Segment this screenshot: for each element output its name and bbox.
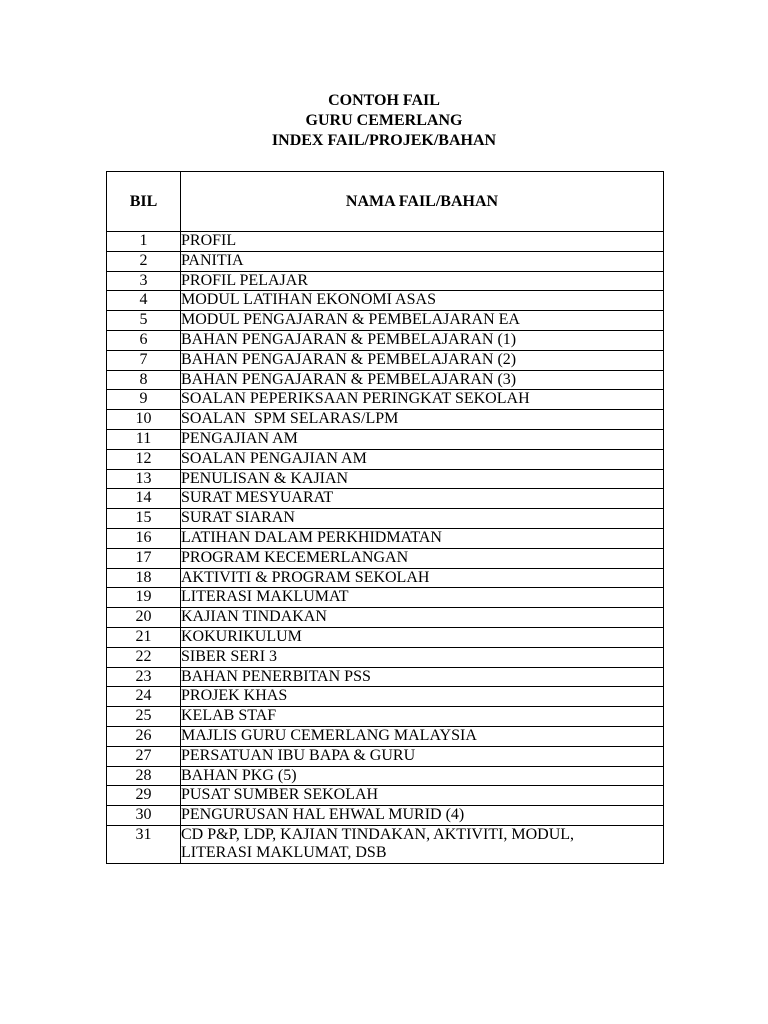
row-number: 27	[107, 746, 181, 766]
table-header-row	[107, 172, 664, 232]
row-number: 22	[107, 647, 181, 667]
table-row	[107, 489, 664, 509]
row-number: 6	[107, 330, 181, 350]
row-file-name: PENGAJIAN AM	[181, 429, 664, 449]
table-row	[107, 647, 664, 667]
table-row	[107, 548, 664, 568]
row-file-name: PENULISAN & KAJIAN	[181, 469, 664, 489]
row-file-name: LATIHAN DALAM PERKHIDMATAN	[181, 528, 664, 548]
table-row	[107, 588, 664, 608]
table-row	[107, 687, 664, 707]
table-row	[107, 707, 664, 727]
table-row	[107, 746, 664, 766]
table-row	[107, 627, 664, 647]
file-index-table	[106, 171, 664, 864]
row-number: 30	[107, 806, 181, 826]
table-row	[107, 825, 664, 863]
table-row	[107, 330, 664, 350]
table-row	[107, 251, 664, 271]
table-row	[107, 806, 664, 826]
table-row	[107, 350, 664, 370]
heading-line-2: GURU CEMERLANG	[305, 112, 463, 129]
row-file-name: PROFIL PELAJAR	[181, 271, 664, 291]
table-row	[107, 469, 664, 489]
table-row	[107, 429, 664, 449]
row-number: 13	[107, 469, 181, 489]
row-number: 24	[107, 687, 181, 707]
row-file-name: PUSAT SUMBER SEKOLAH	[181, 786, 664, 806]
row-file-name: SURAT SIARAN	[181, 509, 664, 529]
table-row	[107, 568, 664, 588]
row-file-name: PROGRAM KECEMERLANGAN	[181, 548, 664, 568]
row-file-name: SOALAN PENGAJIAN AM	[181, 449, 664, 469]
row-number: 26	[107, 726, 181, 746]
heading-line-1: CONTOH FAIL	[328, 92, 440, 109]
table-row	[107, 232, 664, 252]
row-number: 25	[107, 707, 181, 727]
row-number: 4	[107, 291, 181, 311]
row-number: 8	[107, 370, 181, 390]
row-file-name: PANITIA	[181, 251, 664, 271]
row-file-name: BAHAN PENGAJARAN & PEMBELAJARAN (3)	[181, 370, 664, 390]
row-number: 15	[107, 509, 181, 529]
table-row	[107, 509, 664, 529]
row-file-name: BAHAN PENGAJARAN & PEMBELAJARAN (2)	[181, 350, 664, 370]
table-row	[107, 449, 664, 469]
row-number: 9	[107, 390, 181, 410]
row-number: 5	[107, 311, 181, 331]
row-number: 17	[107, 548, 181, 568]
row-file-name: LITERASI MAKLUMAT	[181, 588, 664, 608]
row-number: 19	[107, 588, 181, 608]
table-row	[107, 390, 664, 410]
header-bil: BIL	[107, 172, 181, 232]
row-number: 7	[107, 350, 181, 370]
row-number: 12	[107, 449, 181, 469]
table-row	[107, 271, 664, 291]
row-number: 16	[107, 528, 181, 548]
table-body	[107, 232, 664, 864]
row-file-name: BAHAN PENGAJARAN & PEMBELAJARAN (1)	[181, 330, 664, 350]
heading-line-3: INDEX FAIL/PROJEK/BAHAN	[271, 132, 497, 149]
row-file-name: MODUL LATIHAN EKONOMI ASAS	[181, 291, 664, 311]
table-row	[107, 410, 664, 430]
row-file-name: PERSATUAN IBU BAPA & GURU	[181, 746, 664, 766]
row-number: 23	[107, 667, 181, 687]
row-file-name: BAHAN PKG (5)	[181, 766, 664, 786]
row-number: 3	[107, 271, 181, 291]
row-file-name: AKTIVITI & PROGRAM SEKOLAH	[181, 568, 664, 588]
row-number: 11	[107, 429, 181, 449]
row-file-name: CD P&P, LDP, KAJIAN TINDAKAN, AKTIVITI, MODUL, LITERASI MAKLUMAT, DSB	[181, 825, 664, 863]
row-number: 29	[107, 786, 181, 806]
row-number: 14	[107, 489, 181, 509]
row-number: 18	[107, 568, 181, 588]
row-number: 2	[107, 251, 181, 271]
row-file-name: PENGURUSAN HAL EHWAL MURID (4)	[181, 806, 664, 826]
table-row	[107, 667, 664, 687]
table-row	[107, 726, 664, 746]
row-file-name: PROJEK KHAS	[181, 687, 664, 707]
row-file-name: SOALAN SPM SELARAS/LPM	[181, 410, 664, 430]
row-number: 21	[107, 627, 181, 647]
row-number: 1	[107, 232, 181, 252]
table-row	[107, 608, 664, 628]
header-nama-fail: NAMA FAIL/BAHAN	[181, 172, 664, 232]
row-file-name: BAHAN PENERBITAN PSS	[181, 667, 664, 687]
table-row	[107, 370, 664, 390]
table-row	[107, 528, 664, 548]
row-file-name: KAJIAN TINDAKAN	[181, 608, 664, 628]
row-number: 28	[107, 766, 181, 786]
document-heading	[0, 91, 768, 151]
table-row	[107, 311, 664, 331]
table-row	[107, 291, 664, 311]
row-file-name: KELAB STAF	[181, 707, 664, 727]
row-file-name: KOKURIKULUM	[181, 627, 664, 647]
row-file-name: SURAT MESYUARAT	[181, 489, 664, 509]
row-number: 10	[107, 410, 181, 430]
row-number: 20	[107, 608, 181, 628]
row-file-name: SOALAN PEPERIKSAAN PERINGKAT SEKOLAH	[181, 390, 664, 410]
row-file-name: MODUL PENGAJARAN & PEMBELAJARAN EA	[181, 311, 664, 331]
table-row	[107, 766, 664, 786]
row-file-name: PROFIL	[181, 232, 664, 252]
row-file-name: MAJLIS GURU CEMERLANG MALAYSIA	[181, 726, 664, 746]
table-row	[107, 786, 664, 806]
row-number: 31	[107, 825, 181, 863]
row-file-name: SIBER SERI 3	[181, 647, 664, 667]
